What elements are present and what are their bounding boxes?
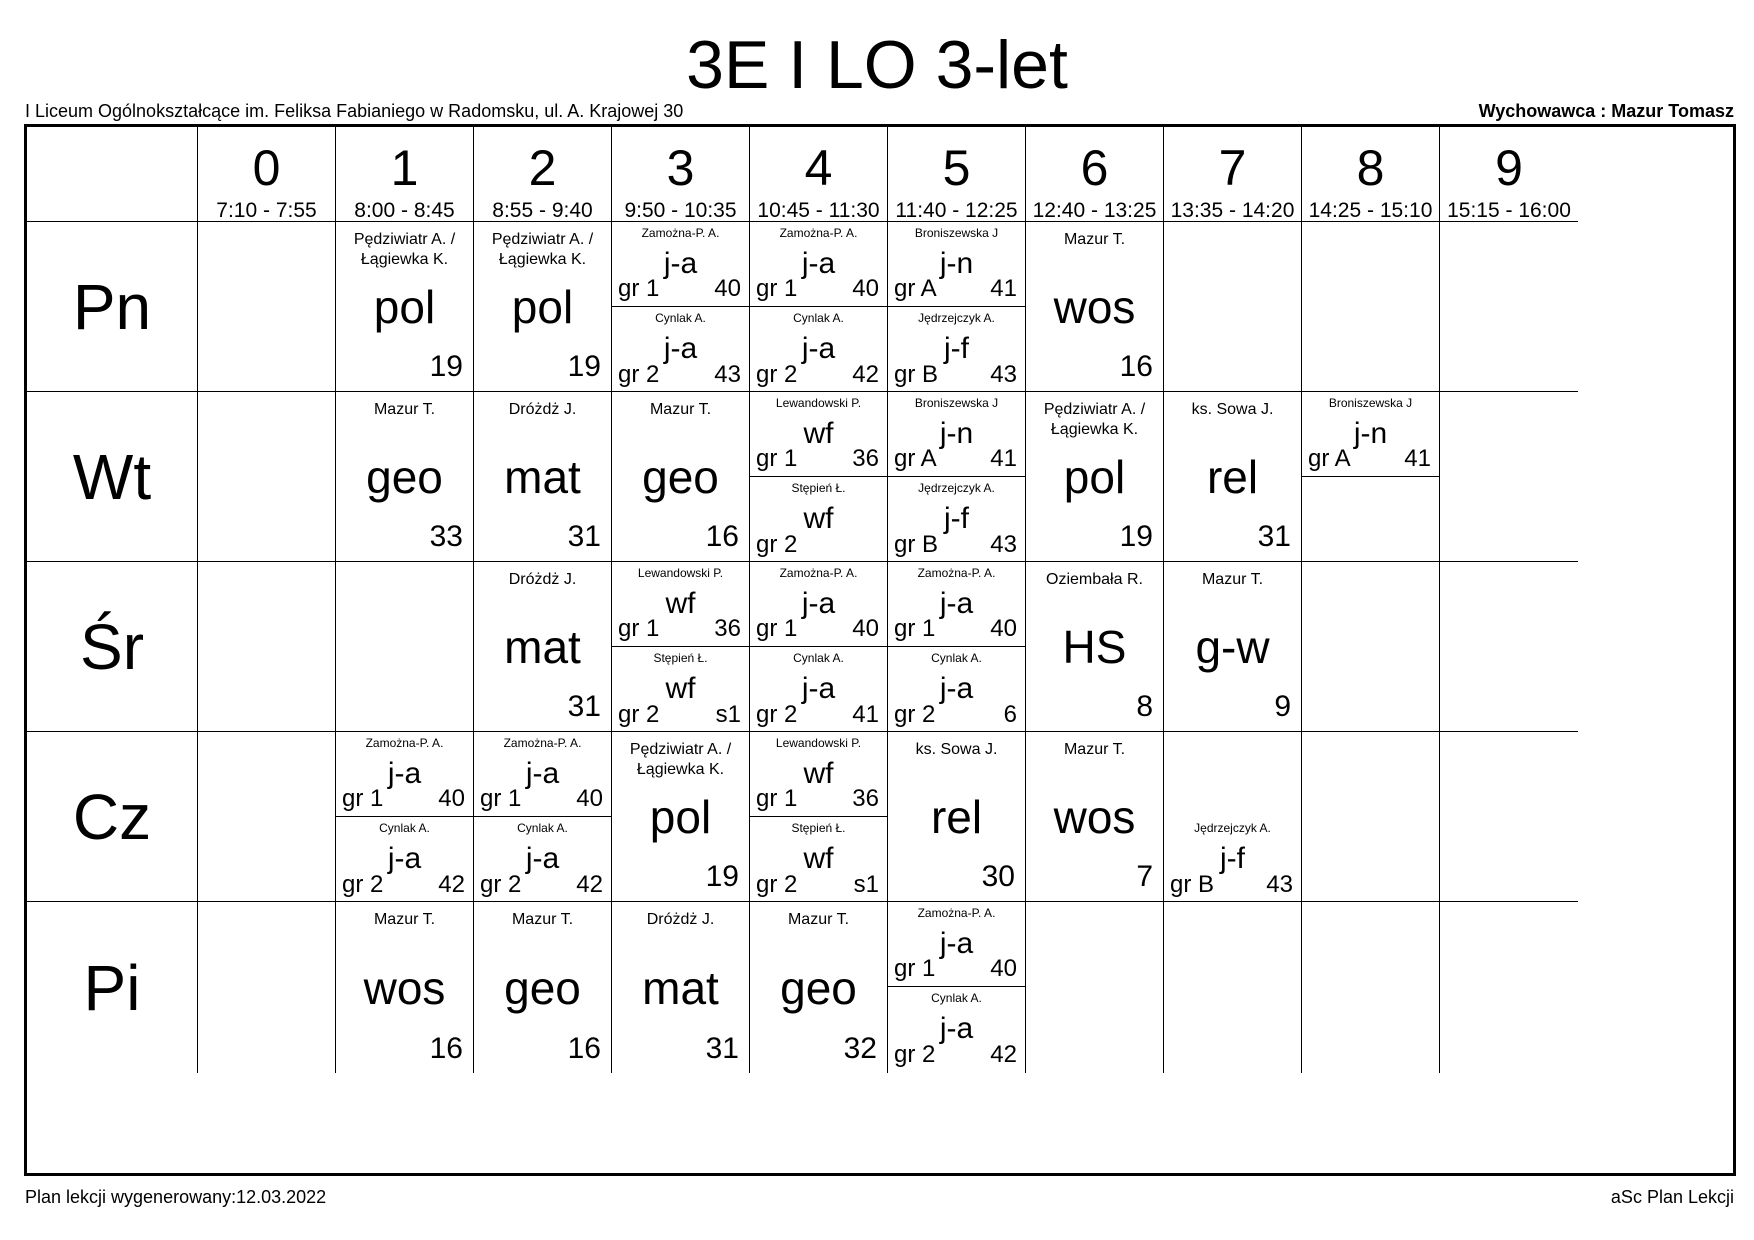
teacher-name: Cynlak A. [793, 651, 844, 665]
period-number: 3 [666, 140, 695, 196]
period-number: 9 [1495, 140, 1523, 196]
lesson-cell [1302, 222, 1440, 392]
lesson-cell [1440, 562, 1578, 732]
teacher-name: Mazur T. [1201, 571, 1264, 588]
room-number: 16 [1119, 350, 1153, 383]
room-number: 41 [990, 275, 1017, 302]
teacher-name: Stępień Ł. [791, 481, 846, 495]
lesson-cell [336, 902, 474, 1073]
room-number: 40 [990, 615, 1017, 642]
teacher-name: ks. Sowa J. [1191, 401, 1274, 418]
teacher-name: Zamożna-P. A. [641, 226, 720, 240]
lesson-cell [1440, 732, 1578, 902]
subject-name: j-a [939, 1012, 974, 1045]
group-lesson-bottom [888, 307, 1025, 392]
teacher-name: Zamożna-P. A. [779, 226, 858, 240]
teacher-name: Oziembała R. [1046, 571, 1143, 588]
period-time: 7:10 - 7:55 [216, 199, 317, 222]
teacher-name: Cynlak A. [517, 821, 568, 835]
lesson-cell [1026, 222, 1164, 392]
group-lesson-bottom [1164, 817, 1301, 902]
lesson-cell [1440, 392, 1578, 562]
teacher-name: Dróżdż J. [646, 911, 715, 928]
room-number: 6 [1003, 701, 1017, 728]
period-header [1026, 127, 1164, 222]
lesson-cell [612, 222, 750, 392]
lesson-cell [336, 222, 474, 392]
period-header [1302, 127, 1440, 222]
period-header [1440, 127, 1578, 222]
lesson-cell [474, 902, 612, 1073]
subject-name: j-n [939, 417, 974, 450]
group-lesson-top [888, 562, 1025, 647]
subject-name: wf [803, 842, 834, 875]
lesson-cell [750, 222, 888, 392]
subject-name: pol [511, 280, 574, 333]
period-time: 8:00 - 8:45 [354, 199, 455, 222]
subject-name: geo [642, 450, 719, 503]
lesson-cell [198, 902, 336, 1073]
group-label: gr 2 [618, 701, 660, 728]
subject-name: j-n [1353, 417, 1388, 450]
lesson-cell [198, 392, 336, 562]
subject-name: mat [642, 961, 719, 1014]
subject-name: j-a [387, 842, 422, 875]
lesson-cell [888, 732, 1026, 902]
group-lesson-top [1302, 392, 1439, 477]
lesson-cell [612, 562, 750, 732]
teacher-name: Cynlak A. [931, 651, 982, 665]
room-number: 40 [714, 275, 741, 302]
generated-date: Plan lekcji wygenerowany:12.03.2022 [25, 1187, 327, 1207]
group-lesson-top [474, 732, 611, 817]
period-time: 11:40 - 12:25 [895, 199, 1018, 222]
day-label-cell [27, 392, 198, 562]
room-number: s1 [853, 871, 879, 898]
period-header [888, 127, 1026, 222]
day-label: Wt [72, 440, 152, 513]
day-label: Śr [80, 610, 144, 683]
teacher-name: ks. Sowa J. [915, 741, 998, 758]
room-number: 9 [1274, 690, 1291, 723]
subject-name: j-a [939, 672, 974, 705]
group-lesson-bottom [750, 307, 887, 392]
room-number: 19 [705, 860, 739, 893]
period-number: 2 [528, 140, 557, 196]
period-header [612, 127, 750, 222]
group-label: gr 1 [756, 445, 798, 472]
room-number: 43 [1266, 871, 1293, 898]
group-label: gr A [894, 275, 937, 302]
teacher-name: Pędziwiatr A. / Łągiewka K. [1043, 401, 1146, 438]
room-number: 41 [1404, 445, 1431, 472]
group-lesson-bottom [888, 647, 1025, 732]
group-label: gr 2 [756, 361, 798, 388]
room-number: 19 [429, 350, 463, 383]
period-time: 9:50 - 10:35 [624, 199, 737, 222]
lesson-cell [750, 392, 888, 562]
teacher-name: Lewandowski P. [775, 736, 862, 750]
day-label: Pn [72, 270, 152, 343]
room-number: 40 [576, 785, 603, 812]
teacher-name: Zamożna-P. A. [917, 906, 996, 920]
group-lesson-bottom [612, 647, 749, 732]
lesson-cell [1164, 902, 1302, 1073]
period-number: 0 [252, 140, 281, 196]
subject-name: pol [649, 790, 712, 843]
teacher-name: Mazur T. [373, 911, 436, 928]
teacher-name: Jędrzejczyk A. [918, 481, 995, 495]
subject-name: mat [504, 450, 581, 503]
group-label: gr B [1170, 871, 1215, 898]
group-label: gr 2 [618, 361, 660, 388]
teacher-name: Stępień Ł. [791, 821, 846, 835]
group-label: gr 1 [618, 275, 660, 302]
group-label: gr 2 [480, 871, 522, 898]
group-lesson-top [888, 392, 1025, 477]
group-label: gr 2 [342, 871, 384, 898]
room-number: 19 [567, 350, 601, 383]
group-label: gr 2 [756, 531, 798, 558]
day-label-cell [27, 902, 198, 1073]
teacher-name: Zamożna-P. A. [917, 566, 996, 580]
teacher-name: Cynlak A. [379, 821, 430, 835]
group-label: gr A [1308, 445, 1351, 472]
group-label: gr 1 [756, 275, 798, 302]
lesson-cell [1164, 392, 1302, 562]
lesson-cell [1164, 562, 1302, 732]
subject-name: mat [504, 620, 581, 673]
subject-name: pol [1063, 450, 1126, 503]
teacher-name: Mazur T. [1063, 741, 1126, 758]
page-title: 3E I LO 3-let [686, 27, 1068, 103]
subject-name: wos [363, 961, 446, 1014]
teacher-name: Stępień Ł. [653, 651, 708, 665]
lesson-cell [750, 562, 888, 732]
lesson-cell [1302, 732, 1440, 902]
teacher-name: Broniszewska J [914, 396, 999, 410]
subject-name: wf [803, 417, 834, 450]
teacher-name: Jędrzejczyk A. [1194, 821, 1271, 835]
room-number: 42 [852, 361, 879, 388]
room-number: 40 [990, 955, 1017, 982]
room-number: 31 [705, 1032, 739, 1065]
period-time: 8:55 - 9:40 [492, 199, 593, 222]
lesson-cell [750, 732, 888, 902]
subject-name: j-f [1220, 842, 1245, 875]
room-number: 36 [714, 615, 741, 642]
lesson-cell [474, 222, 612, 392]
room-number: s1 [715, 701, 741, 728]
room-number: 7 [1136, 860, 1153, 893]
lesson-cell [612, 902, 750, 1073]
teacher-name: Pędziwiatr A. / Łągiewka K. [353, 231, 456, 268]
day-label-cell [27, 562, 198, 732]
subject-name: j-a [525, 842, 560, 875]
subject-name: j-a [939, 927, 974, 960]
group-label: gr 1 [894, 955, 936, 982]
subject-name: j-a [939, 587, 974, 620]
subject-name: geo [504, 961, 581, 1014]
corner-cell [27, 127, 198, 222]
subject-name: pol [373, 280, 436, 333]
subject-name: wf [803, 502, 834, 535]
subject-name: wf [803, 757, 834, 790]
room-number: 31 [567, 690, 601, 723]
period-header [474, 127, 612, 222]
teacher-name: Cynlak A. [931, 991, 982, 1005]
lesson-cell [198, 562, 336, 732]
lesson-cell [198, 732, 336, 902]
group-lesson-top [750, 392, 887, 477]
lesson-cell [1164, 222, 1302, 392]
lesson-cell [750, 902, 888, 1073]
group-label: gr B [894, 361, 939, 388]
room-number: 31 [567, 520, 601, 553]
group-lesson-bottom [888, 477, 1025, 562]
group-lesson-bottom [750, 647, 887, 732]
teacher-name: Cynlak A. [793, 311, 844, 325]
subject-name: g-w [1195, 620, 1270, 673]
subject-name: j-a [801, 672, 836, 705]
teacher-name: Mazur T. [1063, 231, 1126, 248]
period-time: 14:25 - 15:10 [1308, 199, 1433, 222]
lesson-cell [1302, 562, 1440, 732]
room-number: 42 [438, 871, 465, 898]
period-time: 12:40 - 13:25 [1032, 199, 1157, 222]
group-lesson-top [888, 902, 1025, 987]
group-label: gr 1 [894, 615, 936, 642]
lesson-cell [474, 392, 612, 562]
group-lesson-bottom [336, 817, 473, 902]
room-number: 16 [567, 1032, 601, 1065]
period-header [336, 127, 474, 222]
group-lesson-top [612, 562, 749, 647]
group-label: gr A [894, 445, 937, 472]
room-number: 36 [852, 445, 879, 472]
teacher-name: Zamożna-P. A. [779, 566, 858, 580]
lesson-cell [1302, 392, 1440, 562]
subject-name: rel [930, 790, 983, 843]
period-time: 10:45 - 11:30 [757, 199, 880, 222]
room-number: 40 [852, 615, 879, 642]
group-lesson-top [750, 562, 887, 647]
teacher-name: Mazur T. [649, 401, 712, 418]
software-name: aSc Plan Lekcji [1610, 1187, 1734, 1207]
subject-name: wf [665, 587, 696, 620]
timetable-grid [24, 124, 1736, 1176]
group-label: gr 1 [480, 785, 522, 812]
teacher-name: Cynlak A. [655, 311, 706, 325]
room-number: 41 [990, 445, 1017, 472]
subject-name: wos [1053, 790, 1136, 843]
group-label: gr 1 [756, 615, 798, 642]
day-label-cell [27, 732, 198, 902]
teacher-name: Mazur T. [787, 911, 850, 928]
lesson-cell [1026, 562, 1164, 732]
lesson-cell [1440, 902, 1578, 1073]
period-number: 1 [390, 140, 419, 196]
teacher-name: Pędziwiatr A. / Łągiewka K. [491, 231, 594, 268]
room-number: 32 [843, 1032, 877, 1065]
group-lesson-bottom [612, 307, 749, 392]
subject-name: j-a [663, 332, 698, 365]
teacher-name: Zamożna-P. A. [503, 736, 582, 750]
teacher-name: Zamożna-P. A. [365, 736, 444, 750]
group-label: gr 1 [756, 785, 798, 812]
subject-name: j-f [944, 502, 969, 535]
period-header [750, 127, 888, 222]
period-number: 4 [804, 140, 833, 196]
group-label: gr 1 [618, 615, 660, 642]
subject-name: j-a [387, 757, 422, 790]
group-label: gr 2 [756, 701, 798, 728]
period-number: 5 [942, 140, 971, 196]
group-lesson-top [888, 222, 1025, 307]
period-number: 8 [1356, 140, 1385, 196]
room-number: 42 [990, 1041, 1017, 1068]
group-lesson-top [336, 732, 473, 817]
teacher-name: Dróżdż J. [508, 571, 577, 588]
lesson-cell [612, 732, 750, 902]
teacher-name: Mazur T. [373, 401, 436, 418]
room-number: 31 [1257, 520, 1291, 553]
lesson-cell [888, 222, 1026, 392]
period-number: 7 [1218, 140, 1247, 196]
teacher-name: Pędziwiatr A. / Łągiewka K. [629, 741, 732, 778]
lesson-cell [1026, 902, 1164, 1073]
lesson-cell [336, 392, 474, 562]
lesson-cell [888, 562, 1026, 732]
group-label: gr B [894, 531, 939, 558]
group-lesson-top [750, 732, 887, 817]
teacher-name: Jędrzejczyk A. [918, 311, 995, 325]
teacher-name: Dróżdż J. [508, 401, 577, 418]
group-label: gr 2 [756, 871, 798, 898]
subject-name: wf [665, 672, 696, 705]
room-number: 43 [990, 531, 1017, 558]
period-header [198, 127, 336, 222]
group-lesson-top [612, 222, 749, 307]
period-time: 15:15 - 16:00 [1447, 199, 1571, 222]
room-number: 8 [1136, 690, 1153, 723]
teacher-name: Broniszewska J [1328, 396, 1413, 410]
lesson-cell [888, 392, 1026, 562]
room-number: 19 [1119, 520, 1153, 553]
day-label: Pi [83, 951, 141, 1024]
period-time: 13:35 - 14:20 [1170, 199, 1295, 222]
teacher-name: Broniszewska J [914, 226, 999, 240]
group-lesson-bottom [750, 477, 887, 562]
group-lesson-top [750, 222, 887, 307]
group-lesson-bottom [750, 817, 887, 902]
room-number: 40 [438, 785, 465, 812]
lesson-cell [474, 562, 612, 732]
teacher-name: Mazur T. [511, 911, 574, 928]
subject-name: wos [1053, 280, 1136, 333]
room-number: 42 [576, 871, 603, 898]
lesson-cell [1026, 732, 1164, 902]
subject-name: j-a [801, 247, 836, 280]
room-number: 36 [852, 785, 879, 812]
teacher-name: Lewandowski P. [775, 396, 862, 410]
room-number: 33 [429, 520, 463, 553]
lesson-cell [474, 732, 612, 902]
subject-name: j-n [939, 247, 974, 280]
group-lesson-bottom [888, 987, 1025, 1072]
day-label: Cz [72, 780, 152, 853]
room-number: 41 [852, 701, 879, 728]
room-number: 30 [981, 860, 1015, 893]
lesson-cell [888, 902, 1026, 1073]
lesson-cell [1164, 732, 1302, 902]
room-number: 43 [990, 361, 1017, 388]
day-label-cell [27, 222, 198, 392]
school-name: I Liceum Ogólnokształcące im. Feliksa Fabianiego w Radomsku, ul. A. Krajowej 30 [25, 101, 684, 121]
group-label: gr 2 [894, 701, 936, 728]
subject-name: j-a [663, 247, 698, 280]
room-number: 40 [852, 275, 879, 302]
group-label: gr 2 [894, 1041, 936, 1068]
subject-name: j-a [801, 332, 836, 365]
subject-name: rel [1206, 450, 1259, 503]
subject-name: j-f [944, 332, 969, 365]
subject-name: geo [780, 961, 857, 1014]
teacher-name: Lewandowski P. [637, 566, 724, 580]
lesson-cell [198, 222, 336, 392]
lesson-cell [1440, 222, 1578, 392]
group-lesson-bottom [474, 817, 611, 902]
homeroom-teacher: Wychowawca : Mazur Tomasz [1478, 101, 1734, 121]
period-number: 6 [1080, 140, 1109, 196]
subject-name: j-a [525, 757, 560, 790]
room-number: 43 [714, 361, 741, 388]
subject-name: HS [1062, 620, 1127, 673]
subject-name: j-a [801, 587, 836, 620]
lesson-cell [1302, 902, 1440, 1073]
room-number: 16 [429, 1032, 463, 1065]
lesson-cell [612, 392, 750, 562]
subject-name: geo [366, 450, 443, 503]
lesson-cell [336, 562, 474, 732]
lesson-cell [1026, 392, 1164, 562]
period-header [1164, 127, 1302, 222]
room-number: 16 [705, 520, 739, 553]
group-label: gr 1 [342, 785, 384, 812]
lesson-cell [336, 732, 474, 902]
